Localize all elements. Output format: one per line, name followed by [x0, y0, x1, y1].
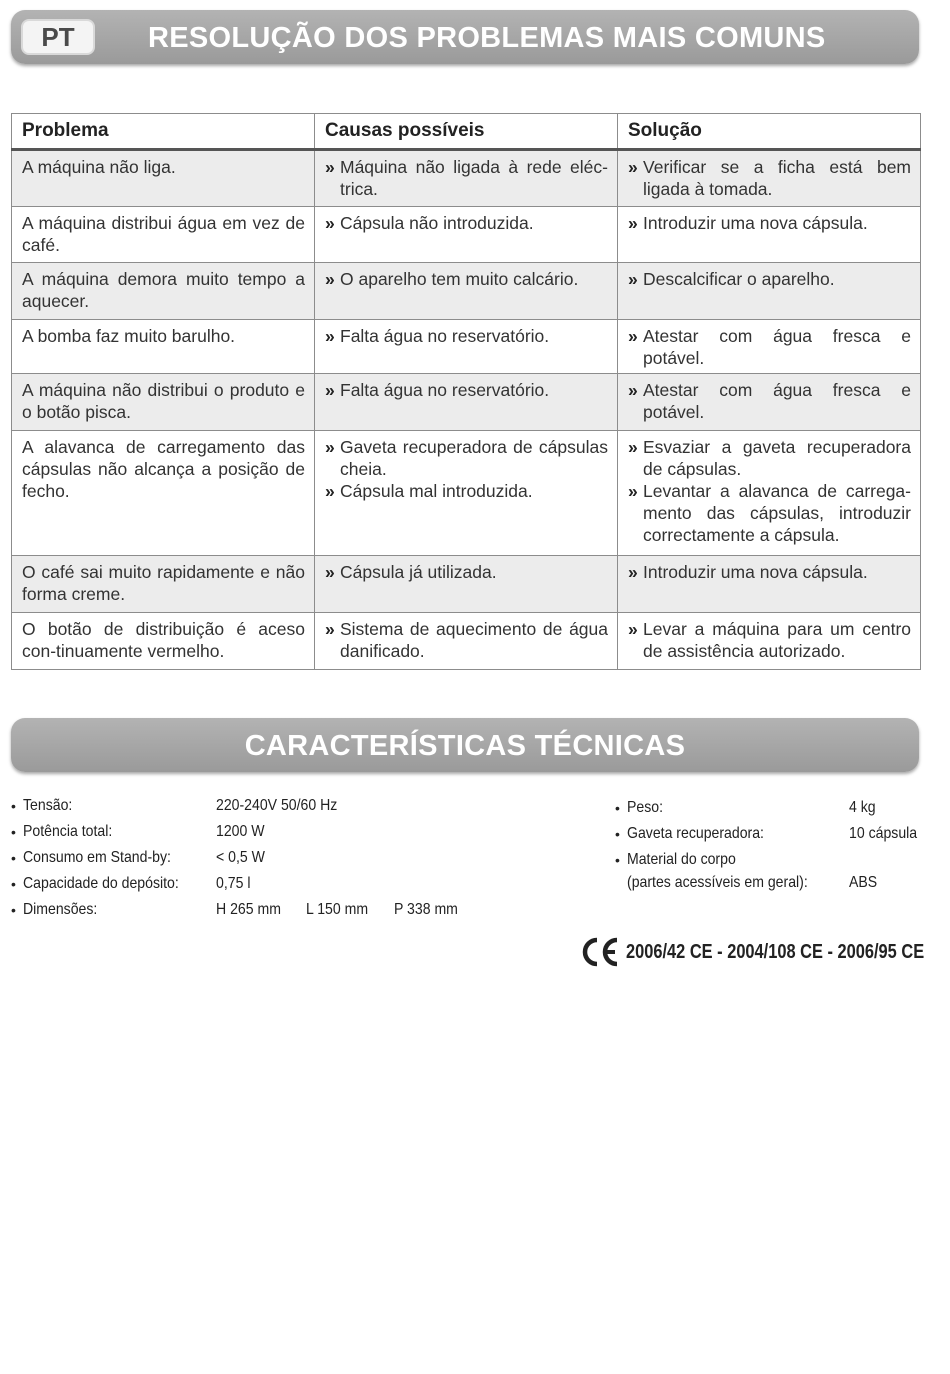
spec-value: 4 kg: [849, 799, 876, 816]
bullet-dot: •: [11, 850, 16, 866]
problem-cell: A máquina demora muito tempo a aquecer.: [12, 263, 315, 320]
table-row: [12, 150, 921, 207]
section-header-technical: [11, 718, 919, 772]
column-header-solution: Solução: [618, 114, 921, 150]
bullet-glyph: »: [325, 213, 335, 233]
specs-left: [11, 795, 531, 925]
ce-mark-icon: [580, 936, 620, 968]
spec-value: 0,75 l: [216, 875, 251, 892]
cause-cell: [315, 613, 618, 670]
problem-cell: A máquina distribui água em vez de café.: [12, 207, 315, 263]
solution-text: Introduzir uma nova cápsula.: [643, 213, 868, 233]
bullet-glyph: »: [628, 437, 638, 457]
table-row: [12, 320, 921, 374]
cause-cell: [315, 374, 618, 431]
bullet-glyph: »: [325, 562, 335, 582]
problem-cell: O café sai muito rapidamente e não forma creme.: [12, 556, 315, 613]
solution-text: Descalcificar o aparelho.: [643, 269, 835, 289]
spec-item: [11, 847, 531, 869]
bullet-glyph: »: [325, 619, 335, 639]
spec-item: [11, 899, 531, 921]
solution-cell: [618, 207, 921, 263]
bullet-dot: •: [11, 798, 16, 814]
cause-text: Cápsula mal introduzida.: [340, 481, 533, 501]
directives-text: 2006/42 CE - 2004/108 CE - 2006/95 CE: [626, 940, 925, 963]
cause-cell: [315, 263, 618, 320]
bullet-dot: •: [11, 902, 16, 918]
cause-text: Cápsula já utilizada.: [340, 562, 497, 582]
table-row: [12, 556, 921, 613]
solution-cell: [618, 374, 921, 431]
table-row: [12, 374, 921, 431]
bullet-glyph: »: [628, 269, 638, 289]
problem-cell: A máquina não distribui o produto e o botão pisca.: [12, 374, 315, 431]
spec-label: Consumo em Stand-by:: [23, 849, 171, 866]
page-title: RESOLUÇÃO DOS PROBLEMAS MAIS COMUNS: [148, 22, 826, 54]
spec-label: Dimensões:: [23, 901, 98, 918]
cause-text: Falta água no reservatório.: [340, 326, 550, 346]
bullet-glyph: »: [325, 481, 335, 501]
solution-cell: [618, 150, 921, 207]
spec-value: 220-240V 50/60 Hz: [216, 797, 338, 814]
bullet-dot: •: [615, 800, 620, 816]
bullet-glyph: »: [628, 619, 638, 639]
column-header-problem: Problema: [12, 114, 315, 150]
spec-value: ABS: [849, 874, 878, 891]
section-header-troubleshooting: [11, 10, 919, 64]
cause-cell: [315, 207, 618, 263]
cause-cell: [315, 150, 618, 207]
bullet-dot: •: [615, 852, 620, 868]
spec-item: [615, 823, 935, 845]
problem-cell: O botão de distribuição é aceso con-tinuamente vermelho.: [12, 613, 315, 670]
spec-item: [11, 821, 531, 843]
spec-label: Capacidade do depósito:: [23, 875, 179, 892]
bullet-glyph: »: [325, 437, 335, 457]
table-row: [12, 613, 921, 670]
spec-label: Material do corpo: [627, 851, 736, 868]
bullet-glyph: »: [325, 157, 335, 177]
cause-text: Sistema de aquecimento de água danificado.: [340, 619, 608, 661]
language-badge: PT: [21, 19, 95, 55]
bullet-dot: •: [11, 876, 16, 892]
cause-cell: [315, 556, 618, 613]
specs-right: [615, 797, 935, 897]
cause-cell: [315, 431, 618, 556]
spec-item: [11, 795, 531, 817]
troubleshooting-table: [11, 113, 921, 670]
cause-text: Máquina não ligada à rede eléc-trica.: [340, 157, 608, 199]
section-title: CARACTERÍSTICAS TÉCNICAS: [244, 730, 686, 762]
cause-text: Falta água no reservatório.: [340, 380, 550, 400]
bullet-glyph: »: [628, 380, 638, 400]
bullet-glyph: »: [325, 380, 335, 400]
solution-cell: [618, 431, 921, 556]
spec-item: [615, 849, 935, 871]
spec-value: < 0,5 W: [216, 849, 265, 866]
table-header-row: [12, 114, 921, 150]
spec-item: [11, 873, 531, 895]
bullet-glyph: »: [628, 213, 638, 233]
bullet-dot: •: [11, 824, 16, 840]
spec-value: L 150 mm: [306, 901, 369, 918]
solution-text: Verificar se a ficha está bem ligada à tomada.: [643, 157, 911, 199]
table-row: [12, 207, 921, 263]
cause-cell: [315, 320, 618, 374]
solution-text: Levantar a alavanca de carrega-mento das cápsulas, introduzir correctamente a cápsula.: [643, 481, 911, 545]
spec-label: Tensão:: [23, 797, 73, 814]
bullet-glyph: »: [325, 269, 335, 289]
spec-item-continuation: [615, 872, 935, 894]
spec-value: 1200 W: [216, 823, 265, 840]
problem-cell: A bomba faz muito barulho.: [12, 320, 315, 374]
bullet-dot: •: [615, 826, 620, 842]
spec-label: Gaveta recuperadora:: [627, 825, 764, 842]
cause-text: Cápsula não introduzida.: [340, 213, 534, 233]
solution-cell: [618, 613, 921, 670]
cause-text: Gaveta recuperadora de cápsulas cheia.: [340, 437, 608, 479]
column-header-causes: Causas possíveis: [315, 114, 618, 150]
spec-item: [615, 797, 935, 819]
bullet-glyph: »: [628, 562, 638, 582]
ce-compliance: [580, 934, 950, 970]
solution-text: Esvaziar a gaveta recuperadora de cápsulas.: [643, 437, 911, 479]
solution-text: Atestar com água fresca e potável.: [643, 380, 911, 422]
cause-text: O aparelho tem muito calcário.: [340, 269, 579, 289]
spec-value: 10 cápsula: [849, 825, 918, 842]
solution-text: Levar a máquina para um centro de assistência autorizado.: [643, 619, 911, 661]
bullet-glyph: »: [628, 481, 638, 501]
spec-label: (partes acessíveis em geral):: [627, 874, 808, 891]
table-row: [12, 263, 921, 320]
problem-cell: A máquina não liga.: [12, 150, 315, 207]
solution-cell: [618, 263, 921, 320]
solution-cell: [618, 320, 921, 374]
bullet-glyph: »: [628, 326, 638, 346]
solution-cell: [618, 556, 921, 613]
problem-cell: A alavanca de carregamento das cápsulas não alcança a posição de fecho.: [12, 431, 315, 556]
bullet-glyph: »: [325, 326, 335, 346]
solution-text: Introduzir uma nova cápsula.: [643, 562, 868, 582]
spec-value: H 265 mm: [216, 901, 281, 918]
table-row: [12, 431, 921, 556]
bullet-glyph: »: [628, 157, 638, 177]
solution-text: Atestar com água fresca e potável.: [643, 326, 911, 368]
spec-label: Peso:: [627, 799, 664, 816]
spec-label: Potência total:: [23, 823, 113, 840]
spec-value: P 338 mm: [394, 901, 458, 918]
